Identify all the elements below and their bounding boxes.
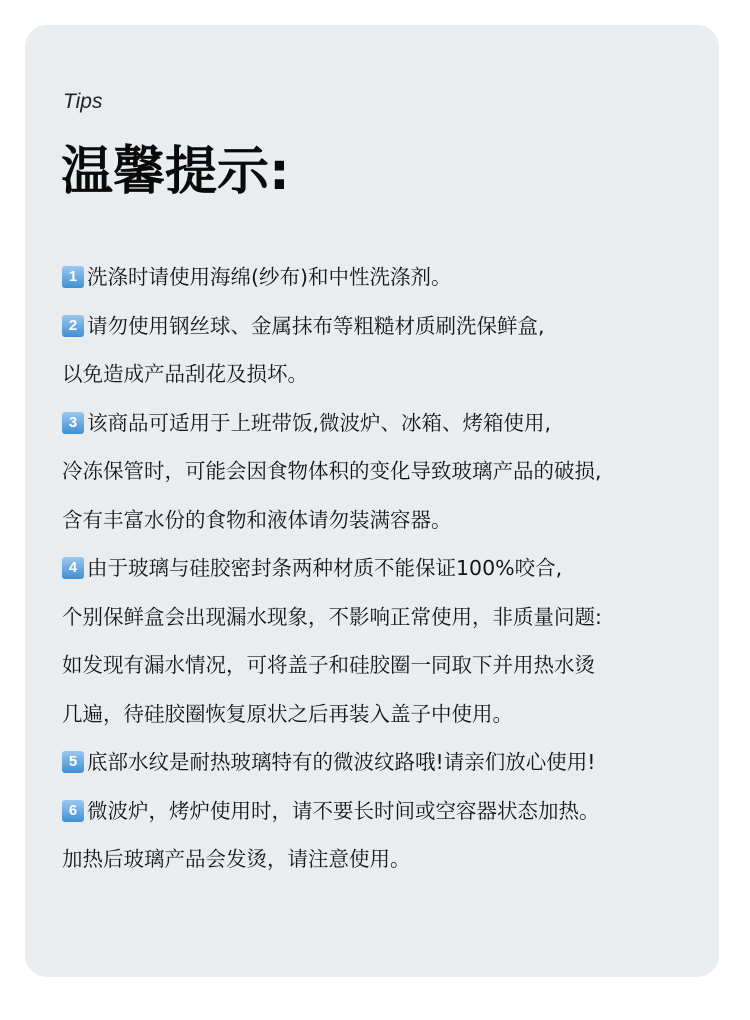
number-6-icon: 6	[62, 800, 84, 822]
number-1-icon: 1	[62, 266, 84, 288]
tips-label: Tips	[63, 90, 103, 113]
tips-card	[25, 25, 719, 977]
tip-item-2-continued	[62, 350, 712, 399]
tip-item-4-continued	[62, 593, 712, 642]
tip-text: 微波炉，烤炉使用时，请不要长时间或空容器状态加热。	[87, 798, 600, 823]
tip-text: 以免造成产品刮花及损坏。	[62, 362, 308, 386]
number-3-icon: 3	[62, 412, 84, 434]
tip-text: 洗涤时请使用海绵(纱布)和中性洗涤剂。	[87, 265, 452, 289]
tips-list	[62, 253, 712, 884]
tip-item-3-continued	[62, 496, 712, 545]
tip-item-1	[62, 253, 712, 302]
tip-item-3-continued	[62, 447, 712, 496]
tip-text: 底部水纹是耐热玻璃特有的微波纹路哦!请亲们放心使用!	[87, 750, 596, 774]
tip-item-4-continued	[62, 641, 712, 690]
tip-text: 加热后玻璃产品会发烫，请注意使用。	[62, 847, 411, 871]
number-2-icon: 2	[62, 315, 84, 337]
tip-text: 请勿使用钢丝球、金属抹布等粗糙材质刷洗保鲜盒,	[87, 313, 545, 338]
number-5-icon: 5	[62, 751, 84, 773]
tip-text: 几遍，待硅胶圈恢复原状之后再装入盖子中使用。	[62, 701, 513, 726]
tip-item-3	[62, 399, 712, 448]
tip-item-4	[62, 544, 712, 593]
tip-item-6-continued	[62, 835, 712, 884]
tip-text: 由于玻璃与硅胶密封条两种材质不能保证100%咬合,	[87, 556, 563, 580]
tip-item-2	[62, 302, 712, 351]
tip-text: 如发现有漏水情况，可将盖子和硅胶圈一同取下并用热水烫	[62, 653, 595, 677]
tip-text: 个别保鲜盒会出现漏水现象，不影响正常使用，非质量问题:	[62, 604, 602, 629]
tip-text: 冷冻保管时，可能会因食物体积的变化导致玻璃产品的破损,	[62, 459, 602, 483]
tip-item-5	[62, 738, 712, 787]
tip-item-4-continued	[62, 690, 712, 739]
number-4-icon: 4	[62, 557, 84, 579]
tip-text: 含有丰富水份的食物和液体请勿装满容器。	[62, 507, 452, 532]
tip-text: 该商品可适用于上班带饭,微波炉、冰箱、烤箱使用,	[87, 410, 552, 435]
page-title: 温馨提示:	[61, 142, 290, 202]
tip-item-6	[62, 787, 712, 836]
